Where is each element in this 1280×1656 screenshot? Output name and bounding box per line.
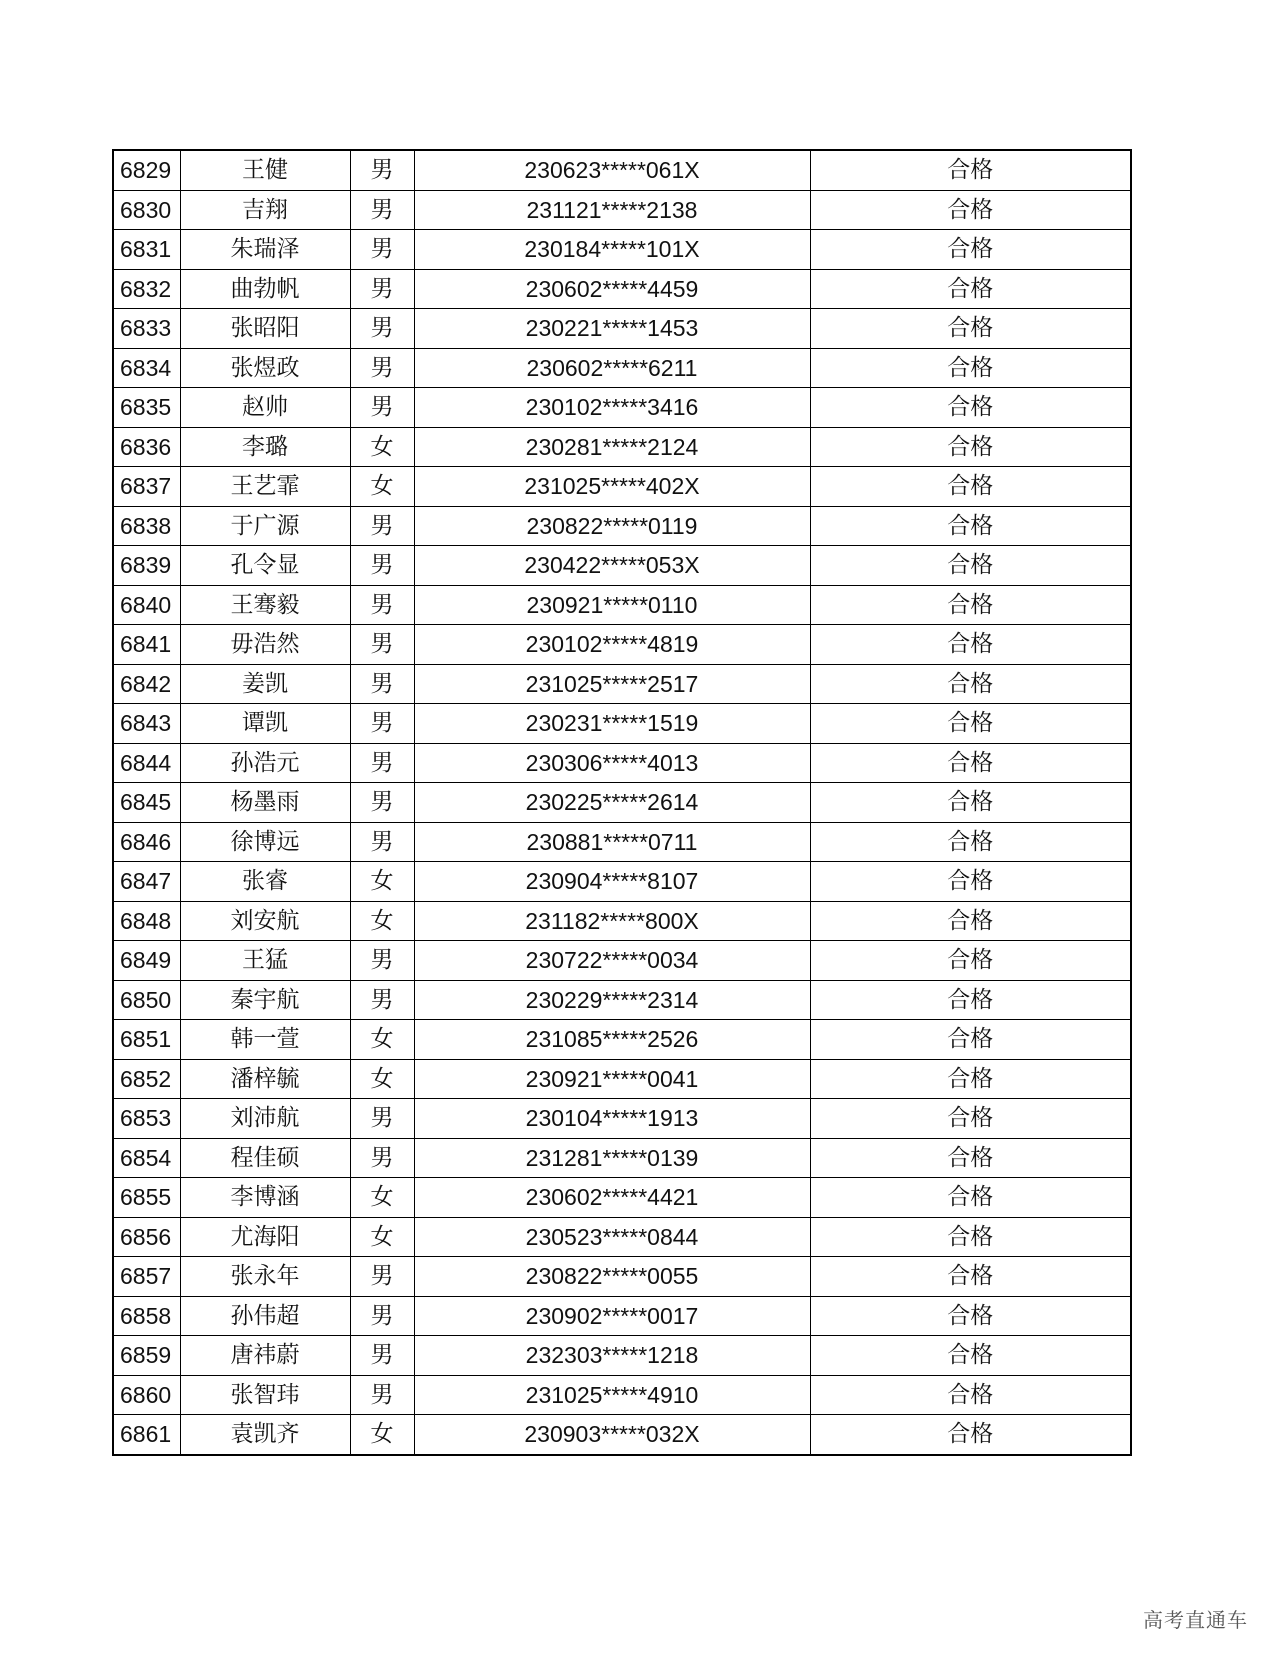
id-number-cell: 231182*****800X bbox=[414, 901, 810, 941]
id-number-cell: 230722*****0034 bbox=[414, 941, 810, 981]
result-cell: 合格 bbox=[810, 150, 1131, 190]
name-cell: 王猛 bbox=[180, 941, 350, 981]
name-cell: 朱瑞泽 bbox=[180, 230, 350, 270]
id-number-cell: 230225*****2614 bbox=[414, 783, 810, 823]
id-number-cell: 230523*****0844 bbox=[414, 1217, 810, 1257]
row-number-cell: 6829 bbox=[113, 150, 180, 190]
row-number-cell: 6838 bbox=[113, 506, 180, 546]
gender-cell: 男 bbox=[350, 1375, 414, 1415]
table-row bbox=[113, 1138, 1131, 1178]
row-number-cell: 6832 bbox=[113, 269, 180, 309]
table-row bbox=[113, 348, 1131, 388]
name-cell: 孙伟超 bbox=[180, 1296, 350, 1336]
id-number-cell: 230903*****032X bbox=[414, 1415, 810, 1455]
row-number-cell: 6842 bbox=[113, 664, 180, 704]
gender-cell: 男 bbox=[350, 822, 414, 862]
id-number-cell: 231025*****4910 bbox=[414, 1375, 810, 1415]
result-cell: 合格 bbox=[810, 506, 1131, 546]
gender-cell: 男 bbox=[350, 190, 414, 230]
name-cell: 姜凯 bbox=[180, 664, 350, 704]
name-cell: 杨墨雨 bbox=[180, 783, 350, 823]
row-number-cell: 6844 bbox=[113, 743, 180, 783]
name-cell: 刘沛航 bbox=[180, 1099, 350, 1139]
name-cell: 袁凯齐 bbox=[180, 1415, 350, 1455]
result-cell: 合格 bbox=[810, 783, 1131, 823]
gender-cell: 女 bbox=[350, 467, 414, 507]
name-cell: 赵帅 bbox=[180, 388, 350, 428]
id-number-cell: 230902*****0017 bbox=[414, 1296, 810, 1336]
gender-cell: 男 bbox=[350, 625, 414, 665]
id-number-cell: 231121*****2138 bbox=[414, 190, 810, 230]
row-number-cell: 6858 bbox=[113, 1296, 180, 1336]
gender-cell: 男 bbox=[350, 348, 414, 388]
table-row bbox=[113, 1217, 1131, 1257]
id-number-cell: 230822*****0055 bbox=[414, 1257, 810, 1297]
name-cell: 王艺霏 bbox=[180, 467, 350, 507]
name-cell: 张智玮 bbox=[180, 1375, 350, 1415]
row-number-cell: 6840 bbox=[113, 585, 180, 625]
row-number-cell: 6841 bbox=[113, 625, 180, 665]
table-row bbox=[113, 427, 1131, 467]
result-cell: 合格 bbox=[810, 1178, 1131, 1218]
table-row bbox=[113, 467, 1131, 507]
gender-cell: 女 bbox=[350, 1217, 414, 1257]
row-number-cell: 6853 bbox=[113, 1099, 180, 1139]
table-row bbox=[113, 822, 1131, 862]
result-cell: 合格 bbox=[810, 1138, 1131, 1178]
table-row bbox=[113, 1178, 1131, 1218]
gender-cell: 男 bbox=[350, 230, 414, 270]
table-row bbox=[113, 269, 1131, 309]
result-cell: 合格 bbox=[810, 862, 1131, 902]
table-row bbox=[113, 980, 1131, 1020]
result-cell: 合格 bbox=[810, 427, 1131, 467]
row-number-cell: 6834 bbox=[113, 348, 180, 388]
gender-cell: 女 bbox=[350, 427, 414, 467]
table-row bbox=[113, 1059, 1131, 1099]
table-row bbox=[113, 309, 1131, 349]
name-cell: 于广源 bbox=[180, 506, 350, 546]
result-cell: 合格 bbox=[810, 664, 1131, 704]
name-cell: 尤海阳 bbox=[180, 1217, 350, 1257]
table-row bbox=[113, 783, 1131, 823]
row-number-cell: 6861 bbox=[113, 1415, 180, 1455]
gender-cell: 男 bbox=[350, 743, 414, 783]
row-number-cell: 6850 bbox=[113, 980, 180, 1020]
id-number-cell: 230904*****8107 bbox=[414, 862, 810, 902]
id-number-cell: 230281*****2124 bbox=[414, 427, 810, 467]
table-row bbox=[113, 1336, 1131, 1376]
gender-cell: 男 bbox=[350, 1099, 414, 1139]
table-row bbox=[113, 625, 1131, 665]
id-number-cell: 231025*****402X bbox=[414, 467, 810, 507]
table-row bbox=[113, 862, 1131, 902]
result-cell: 合格 bbox=[810, 1415, 1131, 1455]
id-number-cell: 230184*****101X bbox=[414, 230, 810, 270]
result-cell: 合格 bbox=[810, 269, 1131, 309]
name-cell: 唐祎蔚 bbox=[180, 1336, 350, 1376]
name-cell: 韩一萱 bbox=[180, 1020, 350, 1060]
name-cell: 徐博远 bbox=[180, 822, 350, 862]
row-number-cell: 6857 bbox=[113, 1257, 180, 1297]
result-cell: 合格 bbox=[810, 1257, 1131, 1297]
row-number-cell: 6847 bbox=[113, 862, 180, 902]
gender-cell: 男 bbox=[350, 1257, 414, 1297]
id-number-cell: 231281*****0139 bbox=[414, 1138, 810, 1178]
name-cell: 王骞毅 bbox=[180, 585, 350, 625]
result-cell: 合格 bbox=[810, 901, 1131, 941]
table-row bbox=[113, 230, 1131, 270]
result-cell: 合格 bbox=[810, 309, 1131, 349]
name-cell: 秦宇航 bbox=[180, 980, 350, 1020]
id-number-cell: 230623*****061X bbox=[414, 150, 810, 190]
table-row bbox=[113, 1296, 1131, 1336]
row-number-cell: 6836 bbox=[113, 427, 180, 467]
result-cell: 合格 bbox=[810, 1336, 1131, 1376]
table-row bbox=[113, 1099, 1131, 1139]
result-cell: 合格 bbox=[810, 1296, 1131, 1336]
row-number-cell: 6831 bbox=[113, 230, 180, 270]
id-number-cell: 232303*****1218 bbox=[414, 1336, 810, 1376]
name-cell: 潘梓毓 bbox=[180, 1059, 350, 1099]
result-cell: 合格 bbox=[810, 1375, 1131, 1415]
gender-cell: 女 bbox=[350, 1415, 414, 1455]
table-row bbox=[113, 150, 1131, 190]
result-cell: 合格 bbox=[810, 743, 1131, 783]
result-cell: 合格 bbox=[810, 388, 1131, 428]
id-number-cell: 230221*****1453 bbox=[414, 309, 810, 349]
table-row bbox=[113, 941, 1131, 981]
id-number-cell: 230231*****1519 bbox=[414, 704, 810, 744]
table-row bbox=[113, 190, 1131, 230]
id-number-cell: 230104*****1913 bbox=[414, 1099, 810, 1139]
result-cell: 合格 bbox=[810, 348, 1131, 388]
gender-cell: 女 bbox=[350, 901, 414, 941]
name-cell: 吉翔 bbox=[180, 190, 350, 230]
gender-cell: 女 bbox=[350, 1059, 414, 1099]
gender-cell: 男 bbox=[350, 388, 414, 428]
gender-cell: 男 bbox=[350, 585, 414, 625]
id-number-cell: 230602*****6211 bbox=[414, 348, 810, 388]
gender-cell: 男 bbox=[350, 269, 414, 309]
id-number-cell: 230229*****2314 bbox=[414, 980, 810, 1020]
row-number-cell: 6852 bbox=[113, 1059, 180, 1099]
id-number-cell: 230102*****4819 bbox=[414, 625, 810, 665]
id-number-cell: 230602*****4459 bbox=[414, 269, 810, 309]
name-cell: 毋浩然 bbox=[180, 625, 350, 665]
name-cell: 孙浩元 bbox=[180, 743, 350, 783]
id-number-cell: 230306*****4013 bbox=[414, 743, 810, 783]
row-number-cell: 6851 bbox=[113, 1020, 180, 1060]
name-cell: 张煜政 bbox=[180, 348, 350, 388]
gender-cell: 男 bbox=[350, 309, 414, 349]
name-cell: 张睿 bbox=[180, 862, 350, 902]
gender-cell: 男 bbox=[350, 664, 414, 704]
table-row bbox=[113, 743, 1131, 783]
table-row bbox=[113, 901, 1131, 941]
name-cell: 曲勃帆 bbox=[180, 269, 350, 309]
table-row bbox=[113, 388, 1131, 428]
gender-cell: 男 bbox=[350, 980, 414, 1020]
gender-cell: 男 bbox=[350, 704, 414, 744]
name-cell: 孔令显 bbox=[180, 546, 350, 586]
result-cell: 合格 bbox=[810, 585, 1131, 625]
row-number-cell: 6839 bbox=[113, 546, 180, 586]
name-cell: 刘安航 bbox=[180, 901, 350, 941]
table-row bbox=[113, 506, 1131, 546]
id-number-cell: 231025*****2517 bbox=[414, 664, 810, 704]
id-number-cell: 230602*****4421 bbox=[414, 1178, 810, 1218]
gender-cell: 女 bbox=[350, 1020, 414, 1060]
result-cell: 合格 bbox=[810, 980, 1131, 1020]
result-cell: 合格 bbox=[810, 941, 1131, 981]
id-number-cell: 230422*****053X bbox=[414, 546, 810, 586]
row-number-cell: 6843 bbox=[113, 704, 180, 744]
row-number-cell: 6845 bbox=[113, 783, 180, 823]
result-cell: 合格 bbox=[810, 1217, 1131, 1257]
row-number-cell: 6837 bbox=[113, 467, 180, 507]
result-cell: 合格 bbox=[810, 230, 1131, 270]
gender-cell: 男 bbox=[350, 546, 414, 586]
result-cell: 合格 bbox=[810, 1059, 1131, 1099]
result-cell: 合格 bbox=[810, 467, 1131, 507]
row-number-cell: 6833 bbox=[113, 309, 180, 349]
id-number-cell: 230881*****0711 bbox=[414, 822, 810, 862]
gender-cell: 男 bbox=[350, 506, 414, 546]
gender-cell: 女 bbox=[350, 862, 414, 902]
name-cell: 李博涵 bbox=[180, 1178, 350, 1218]
result-cell: 合格 bbox=[810, 1099, 1131, 1139]
row-number-cell: 6849 bbox=[113, 941, 180, 981]
roster-table bbox=[112, 149, 1132, 1456]
result-cell: 合格 bbox=[810, 625, 1131, 665]
table-row bbox=[113, 585, 1131, 625]
id-number-cell: 230921*****0110 bbox=[414, 585, 810, 625]
gender-cell: 男 bbox=[350, 1296, 414, 1336]
name-cell: 程佳硕 bbox=[180, 1138, 350, 1178]
table-row bbox=[113, 1375, 1131, 1415]
watermark-text: 高考直通车 bbox=[1143, 1608, 1248, 1632]
name-cell: 谭凯 bbox=[180, 704, 350, 744]
row-number-cell: 6859 bbox=[113, 1336, 180, 1376]
gender-cell: 男 bbox=[350, 1336, 414, 1376]
result-cell: 合格 bbox=[810, 546, 1131, 586]
gender-cell: 男 bbox=[350, 1138, 414, 1178]
name-cell: 李璐 bbox=[180, 427, 350, 467]
name-cell: 张永年 bbox=[180, 1257, 350, 1297]
id-number-cell: 230822*****0119 bbox=[414, 506, 810, 546]
row-number-cell: 6848 bbox=[113, 901, 180, 941]
id-number-cell: 230102*****3416 bbox=[414, 388, 810, 428]
row-number-cell: 6830 bbox=[113, 190, 180, 230]
result-cell: 合格 bbox=[810, 1020, 1131, 1060]
gender-cell: 男 bbox=[350, 783, 414, 823]
name-cell: 王健 bbox=[180, 150, 350, 190]
table-row bbox=[113, 1415, 1131, 1455]
table-row bbox=[113, 546, 1131, 586]
id-number-cell: 231085*****2526 bbox=[414, 1020, 810, 1060]
gender-cell: 男 bbox=[350, 941, 414, 981]
gender-cell: 男 bbox=[350, 150, 414, 190]
result-cell: 合格 bbox=[810, 822, 1131, 862]
table-row bbox=[113, 664, 1131, 704]
row-number-cell: 6860 bbox=[113, 1375, 180, 1415]
row-number-cell: 6835 bbox=[113, 388, 180, 428]
row-number-cell: 6856 bbox=[113, 1217, 180, 1257]
name-cell: 张昭阳 bbox=[180, 309, 350, 349]
result-cell: 合格 bbox=[810, 190, 1131, 230]
row-number-cell: 6846 bbox=[113, 822, 180, 862]
id-number-cell: 230921*****0041 bbox=[414, 1059, 810, 1099]
row-number-cell: 6854 bbox=[113, 1138, 180, 1178]
table-row bbox=[113, 1020, 1131, 1060]
row-number-cell: 6855 bbox=[113, 1178, 180, 1218]
result-cell: 合格 bbox=[810, 704, 1131, 744]
table-row bbox=[113, 704, 1131, 744]
gender-cell: 女 bbox=[350, 1178, 414, 1218]
roster-table-body bbox=[113, 150, 1131, 1455]
table-row bbox=[113, 1257, 1131, 1297]
